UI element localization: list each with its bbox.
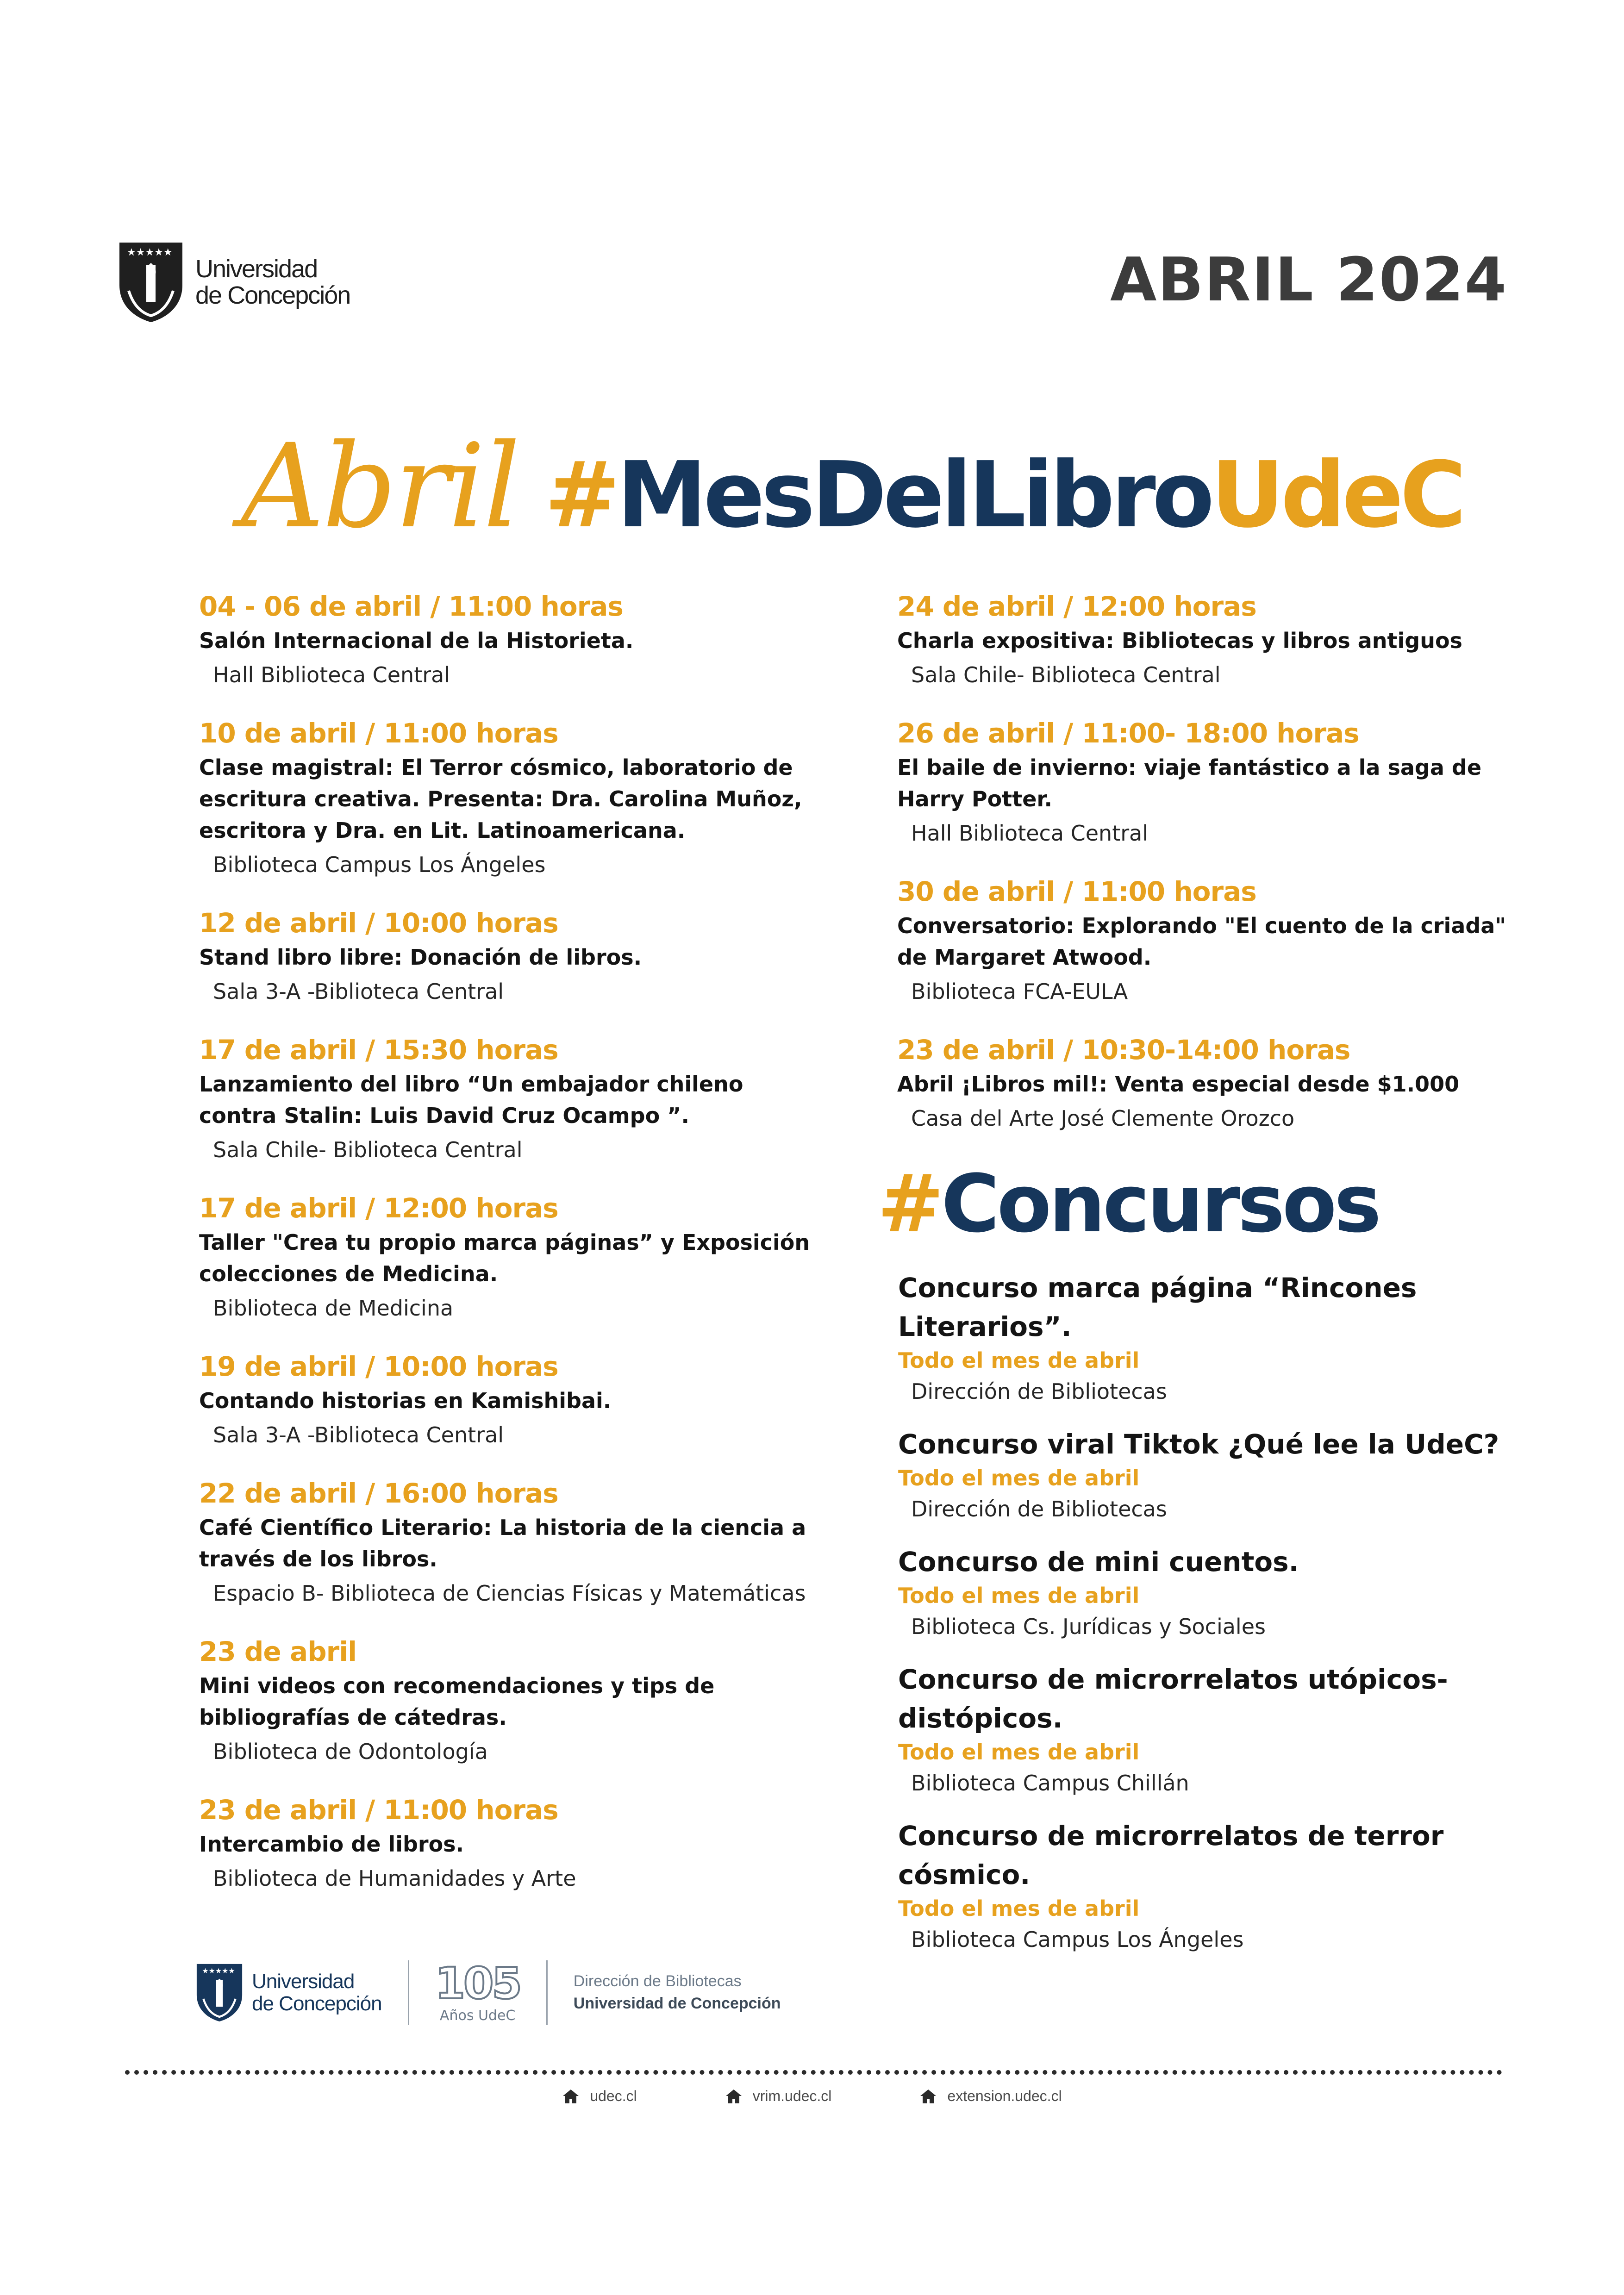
footer-udec-line-2: de Concepción	[252, 1992, 382, 2015]
title-navy-part: MesDelLibro	[617, 443, 1211, 548]
event-place: Biblioteca de Medicina	[213, 1296, 454, 1321]
footer-udec-line-1: Universidad	[252, 1970, 355, 1993]
event-title: Intercambio de libros.	[199, 1832, 464, 1857]
event-date: 22 de abril / 16:00 horas	[199, 1478, 558, 1509]
event-item	[199, 588, 810, 691]
title-script-word: Abril	[241, 419, 518, 554]
event-title: Contando historias en Kamishibai.	[199, 1388, 612, 1413]
event-date: 12 de abril / 10:00 horas	[199, 907, 558, 939]
contest-when: Todo el mes de abril	[898, 1740, 1140, 1765]
event-date: 19 de abril / 10:00 horas	[199, 1351, 558, 1382]
event-title: Taller "Crea tu propio marca páginas” y Exposición colecciones de Medicina.	[199, 1230, 810, 1286]
main-title	[241, 419, 1463, 554]
svg-text:★★★★★: ★★★★★	[202, 1966, 235, 1976]
svg-text:★★★★★: ★★★★★	[127, 247, 173, 258]
footer-link-text: udec.cl	[590, 2088, 637, 2104]
event-date: 30 de abril / 11:00 horas	[897, 876, 1256, 907]
event-item	[199, 1633, 810, 1767]
footer-link-text: extension.udec.cl	[947, 2088, 1062, 2104]
event-title: Clase magistral: El Terror cósmico, laboratorio de escritura creativa. Presenta: Dra. Carolina Muñoz, escritora y Dra. en Lit. Latinoamericana.	[199, 755, 802, 843]
event-place: Biblioteca de Odontología	[213, 1739, 488, 1764]
contest-place: Dirección de Bibliotecas	[911, 1379, 1167, 1404]
month-title: ABRIL 2024	[1110, 244, 1507, 315]
event-item	[897, 1031, 1508, 1134]
title-gold-part: UdeC	[1211, 443, 1463, 548]
event-item	[897, 588, 1508, 691]
event-date: 17 de abril / 15:30 horas	[199, 1034, 558, 1066]
contest-item	[898, 1425, 1514, 1526]
library-directorate-logo	[574, 1971, 781, 2014]
event-item	[199, 1348, 810, 1451]
contests-word: Concursos	[941, 1157, 1379, 1250]
event-place: Sala Chile- Biblioteca Central	[911, 662, 1221, 687]
contest-when: Todo el mes de abril	[898, 1348, 1140, 1373]
contest-place: Biblioteca Campus Los Ángeles	[911, 1927, 1244, 1952]
contest-when: Todo el mes de abril	[898, 1583, 1140, 1608]
contest-place: Dirección de Bibliotecas	[911, 1497, 1167, 1522]
event-title: Café Científico Literario: La historia de la ciencia a través de los libros.	[199, 1515, 806, 1572]
event-item	[199, 1475, 810, 1609]
university-shield-icon	[194, 1963, 244, 2023]
event-place: Biblioteca FCA-EULA	[911, 979, 1128, 1004]
event-date: 23 de abril / 11:00 horas	[199, 1794, 558, 1826]
event-item	[199, 904, 810, 1007]
event-title: Salón Internacional de la Historieta.	[199, 628, 634, 653]
contest-title: Concurso marca página “Rincones Literarios”.	[898, 1272, 1417, 1342]
footer-link-vrim[interactable]	[725, 2088, 832, 2105]
contest-place: Biblioteca Cs. Jurídicas y Sociales	[911, 1614, 1266, 1639]
contest-title: Concurso de mini cuentos.	[898, 1546, 1299, 1578]
title-hash: #	[544, 443, 617, 548]
contest-item	[898, 1268, 1514, 1408]
event-date: 17 de abril / 12:00 horas	[199, 1192, 558, 1224]
event-title: Stand libro libre: Donación de libros.	[199, 945, 642, 970]
contests-list	[898, 1268, 1514, 1973]
event-title: El baile de invierno: viaje fantástico a la saga de Harry Potter.	[897, 755, 1482, 811]
footer-divider	[408, 1960, 409, 2025]
contest-title: Concurso de microrrelatos utópicos-distópicos.	[898, 1664, 1448, 1734]
event-place: Sala Chile- Biblioteca Central	[213, 1137, 523, 1162]
contest-item	[898, 1816, 1514, 1956]
event-item	[199, 715, 810, 880]
directorate-line-2: Universidad de Concepción	[573, 1995, 781, 2012]
footer-link-udec[interactable]	[562, 2088, 637, 2105]
event-title: Abril ¡Libros mil!: Venta especial desde $1.000	[897, 1072, 1460, 1097]
event-title: Charla expositiva: Bibliotecas y libros antiguos	[897, 628, 1462, 653]
home-icon	[725, 2089, 743, 2104]
event-title: Conversatorio: Explorando "El cuento de la criada" de Margaret Atwood.	[897, 913, 1506, 970]
event-date: 23 de abril / 10:30-14:00 horas	[897, 1034, 1350, 1066]
event-date: 04 - 06 de abril / 11:00 horas	[199, 591, 623, 622]
anniversary-label: Años UdeC	[439, 2007, 516, 2024]
event-place: Sala 3-A -Biblioteca Central	[213, 1422, 504, 1447]
contests-heading	[877, 1157, 1379, 1250]
contest-when: Todo el mes de abril	[898, 1896, 1140, 1921]
event-item	[897, 873, 1508, 1007]
contest-place: Biblioteca Campus Chillán	[911, 1771, 1189, 1796]
directorate-line-1: Dirección de Bibliotecas	[573, 1972, 742, 1990]
event-item	[897, 715, 1508, 849]
event-place: Hall Biblioteca Central	[911, 821, 1149, 846]
contests-hash: #	[877, 1157, 942, 1250]
contest-item	[898, 1660, 1514, 1800]
event-title: Mini videos con recomendaciones y tips de bibliografías de cátedras.	[199, 1673, 715, 1730]
event-place: Espacio B- Biblioteca de Ciencias Físicas y Matemáticas	[213, 1581, 806, 1606]
event-item	[199, 1031, 810, 1166]
event-date: 10 de abril / 11:00 horas	[199, 717, 558, 749]
home-icon	[562, 2089, 580, 2104]
footer-divider	[546, 1960, 548, 2025]
anniversary-logo	[435, 1958, 520, 2024]
footer-udec-logo	[194, 1963, 382, 2023]
udec-logo	[117, 241, 350, 324]
events-right-column	[897, 588, 1508, 1158]
event-item	[199, 1190, 810, 1324]
dotted-divider	[125, 2070, 1502, 2075]
contest-title: Concurso viral Tiktok ¿Qué lee la UdeC?	[898, 1428, 1499, 1460]
event-title: Lanzamiento del libro “Un embajador chileno contra Stalin: Luis David Cruz Ocampo ”.	[199, 1072, 743, 1128]
logo-line-1: Universidad	[195, 255, 318, 283]
event-date: 26 de abril / 11:00- 18:00 horas	[897, 717, 1359, 749]
event-place: Sala 3-A -Biblioteca Central	[213, 979, 504, 1004]
events-left-column	[199, 588, 810, 1918]
footer-link-text: vrim.udec.cl	[752, 2088, 832, 2104]
home-icon	[919, 2089, 937, 2104]
footer-link-extension[interactable]	[919, 2088, 1062, 2105]
event-place: Biblioteca de Humanidades y Arte	[213, 1866, 576, 1891]
event-date: 24 de abril / 12:00 horas	[897, 591, 1256, 622]
footer-links	[0, 2088, 1624, 2105]
event-place: Casa del Arte José Clemente Orozco	[911, 1106, 1295, 1131]
contest-when: Todo el mes de abril	[898, 1466, 1140, 1491]
event-place: Hall Biblioteca Central	[213, 662, 450, 687]
event-place: Biblioteca Campus Los Ángeles	[213, 852, 546, 877]
university-shield-icon	[117, 241, 185, 324]
logo-line-2: de Concepción	[195, 281, 350, 309]
anniversary-number: 105	[435, 1958, 520, 2009]
contest-item	[898, 1542, 1514, 1643]
event-item	[199, 1791, 810, 1894]
contest-title: Concurso de microrrelatos de terror cósmico.	[898, 1820, 1444, 1890]
footer-logos	[194, 1960, 781, 2025]
event-date: 23 de abril	[199, 1636, 356, 1667]
